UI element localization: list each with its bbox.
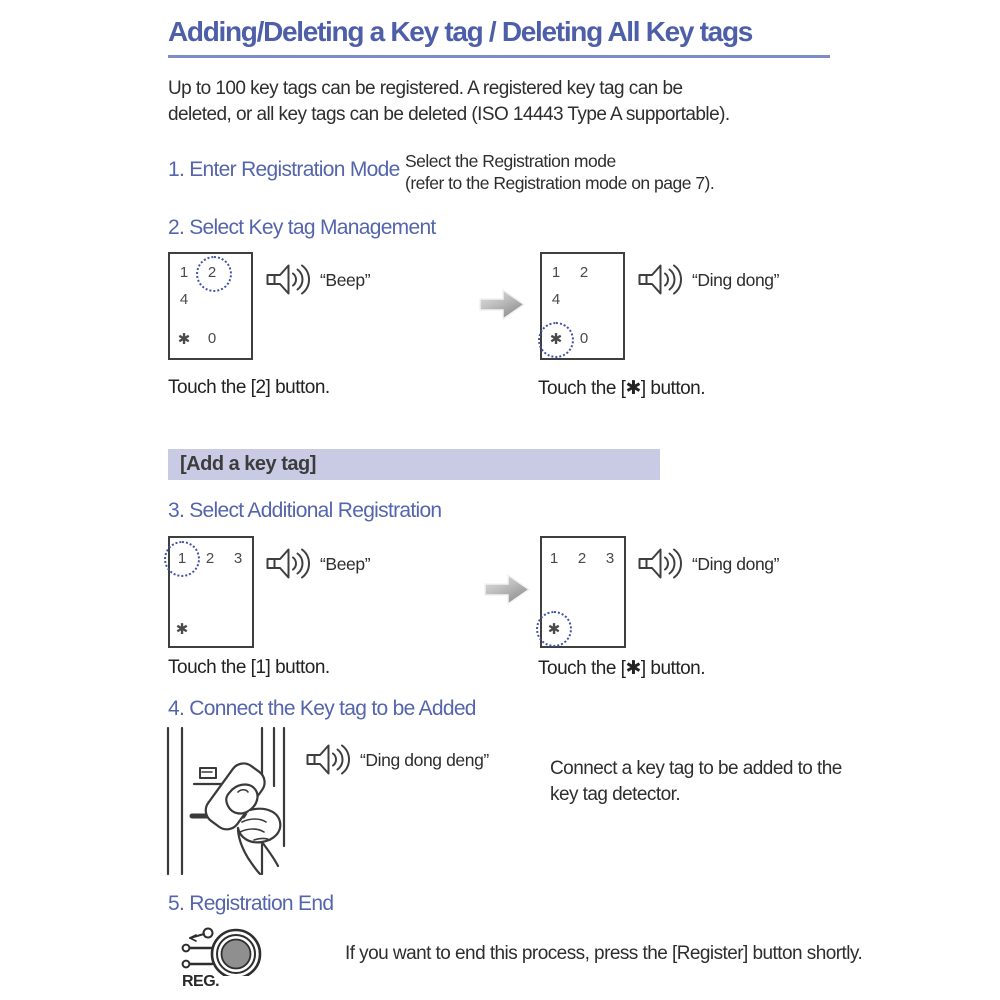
sound-step4	[306, 742, 489, 778]
step4-note-line-1: Connect a key tag to be added to the	[550, 758, 842, 779]
keypad-step3-left	[168, 536, 254, 648]
keypad-key-1: 1	[177, 550, 187, 567]
step2-heading: 2. Select Key tag Management	[168, 216, 436, 239]
title-underline	[168, 55, 830, 58]
add-key-tag-banner	[168, 449, 660, 480]
intro-line-1: Up to 100 key tags can be registered. A registered key tag can be	[168, 78, 683, 99]
speaker-icon	[266, 262, 310, 298]
keypad-key-4: 4	[179, 291, 189, 308]
step5-note: If you want to end this process, press the [Register] button shortly.	[345, 943, 863, 964]
sound-step3-right	[638, 546, 779, 582]
arrow-right-icon	[484, 572, 531, 607]
keypad-key-2: 2	[577, 550, 587, 567]
step5-heading: 5. Registration End	[168, 892, 334, 915]
step4-heading: 4. Connect the Key tag to be Added	[168, 697, 476, 720]
keypad-key-star: ✱	[175, 621, 189, 638]
step1-heading: 1. Enter Registration Mode	[168, 158, 400, 181]
speaker-icon	[306, 742, 350, 778]
arrow-right-icon	[479, 287, 526, 322]
keypad-key-2: 2	[205, 550, 215, 567]
keypad-key-0: 0	[207, 330, 217, 347]
speaker-icon	[638, 262, 682, 298]
keypad-step2-right	[540, 252, 625, 360]
page-title: Adding/Deleting a Key tag / Deleting All Key tags	[168, 16, 753, 47]
keypad-key-0: 0	[579, 330, 589, 347]
step1-note-line-1: Select the Registration mode	[405, 151, 616, 171]
step1-note	[405, 150, 714, 194]
highlight-circle-key-2	[196, 256, 232, 292]
sound-label: “Beep”	[320, 269, 371, 290]
sound-step2-right	[638, 262, 779, 298]
highlight-circle-key-star	[536, 611, 572, 647]
caption-step2-left: Touch the [2] button.	[168, 377, 330, 398]
caption-step3-left: Touch the [1] button.	[168, 657, 330, 678]
register-button-icon	[178, 926, 270, 976]
speaker-icon	[638, 546, 682, 582]
sound-label: “Ding dong”	[692, 553, 780, 574]
hand-keytag-illustration	[162, 726, 308, 876]
step4-note	[550, 756, 842, 808]
keypad-step3-right	[540, 536, 626, 648]
keypad-key-1: 1	[179, 264, 189, 281]
sound-step2-left	[266, 262, 370, 298]
keypad-key-4: 4	[551, 291, 561, 308]
keypad-key-star: ✱	[549, 331, 563, 348]
sound-label: “Ding dong”	[692, 269, 780, 290]
keypad-key-3: 3	[605, 550, 615, 567]
sound-step3-left	[266, 546, 370, 582]
keypad-key-3: 3	[233, 550, 243, 567]
banner-label: [Add a key tag]	[180, 453, 316, 475]
keypad-key-2: 2	[579, 264, 589, 281]
keypad-key-star: ✱	[177, 331, 191, 348]
highlight-circle-key-star	[538, 322, 574, 358]
intro-line-2: deleted, or all key tags can be deleted (ISO 14443 Type A supportable).	[168, 104, 730, 125]
step3-heading: 3. Select Additional Registration	[168, 499, 442, 522]
speaker-icon	[266, 546, 310, 582]
keypad-key-1: 1	[551, 264, 561, 281]
step1-note-line-2: (refer to the Registration mode on page 7).	[405, 173, 715, 193]
keypad-key-star: ✱	[547, 621, 561, 638]
keypad-key-2: 2	[207, 264, 217, 281]
caption-step2-right: Touch the [✱] button.	[538, 378, 706, 399]
keypad-step2-left	[168, 252, 253, 360]
highlight-circle-key-1	[164, 541, 200, 577]
keypad-key-1: 1	[549, 550, 559, 567]
sound-label: “Ding dong deng”	[360, 749, 489, 770]
step4-note-line-2: key tag detector.	[550, 784, 681, 805]
intro-paragraph	[168, 76, 730, 128]
register-button-label: REG.	[182, 973, 220, 990]
sound-label: “Beep”	[320, 553, 371, 574]
caption-step3-right: Touch the [✱] button.	[538, 658, 706, 679]
